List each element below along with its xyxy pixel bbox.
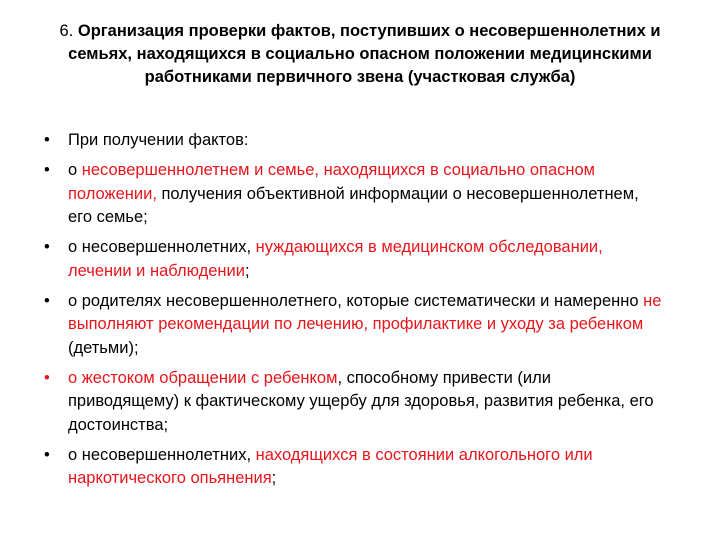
bullet-item [42, 159, 662, 230]
bullet-dot: • [44, 291, 50, 310]
highlighted-text: не выполняют рекомендации по лечению, профилактике и уходу за ребенком [68, 291, 662, 333]
highlighted-text: находящихся в состоянии алкогольного или наркотического опьянения [68, 445, 593, 487]
bullet-item [42, 129, 662, 153]
bullet-text: получения объективной информации о несовершеннолетнем, его семье; [68, 184, 639, 226]
bullet-text: о несовершеннолетних, [68, 445, 256, 464]
bullet-text: ; [244, 261, 250, 280]
bullet-dot: • [44, 368, 50, 387]
bullet-text: о родителях несовершеннолетнего, которые систематически и намеренно [68, 291, 644, 310]
bullet-list [42, 129, 662, 497]
highlighted-text: нуждающихся в медицинском обследовании, лечении и наблюдении [68, 238, 603, 280]
title-text: Организация проверки фактов, поступивших о несовершеннолетних и семьях, находящихся в социально опасном положении медицинскими работниками первичного звена (участковая служба) [68, 22, 661, 86]
bullet-dot: • [44, 445, 50, 464]
highlighted-text: несовершеннолетнем и семье, находящихся в социально опасном положении, [68, 161, 596, 203]
bullet-dot: • [44, 161, 50, 179]
highlighted-text: о жестоком обращении с ребенком [68, 368, 338, 387]
slide-title [36, 20, 684, 89]
bullet-text: (детьми); [68, 338, 139, 357]
bullet-text: ; [271, 469, 277, 487]
bullet-item [42, 290, 662, 361]
bullet-text: , способному привести (или приводящему) к фактическому ущербу для здоровья, развития ребенка, его достоинства; [68, 368, 654, 434]
bullet-text: о [68, 161, 82, 179]
bullet-item [42, 236, 662, 283]
bullet-text: о несовершеннолетних, [68, 238, 256, 256]
bullet-dot: • [44, 131, 50, 149]
bullet-item [42, 444, 662, 491]
bullet-dot: • [44, 238, 50, 256]
title-number: 6. [59, 22, 78, 40]
bullet-text: При получении фактов: [68, 131, 249, 149]
bullet-item [42, 367, 662, 438]
